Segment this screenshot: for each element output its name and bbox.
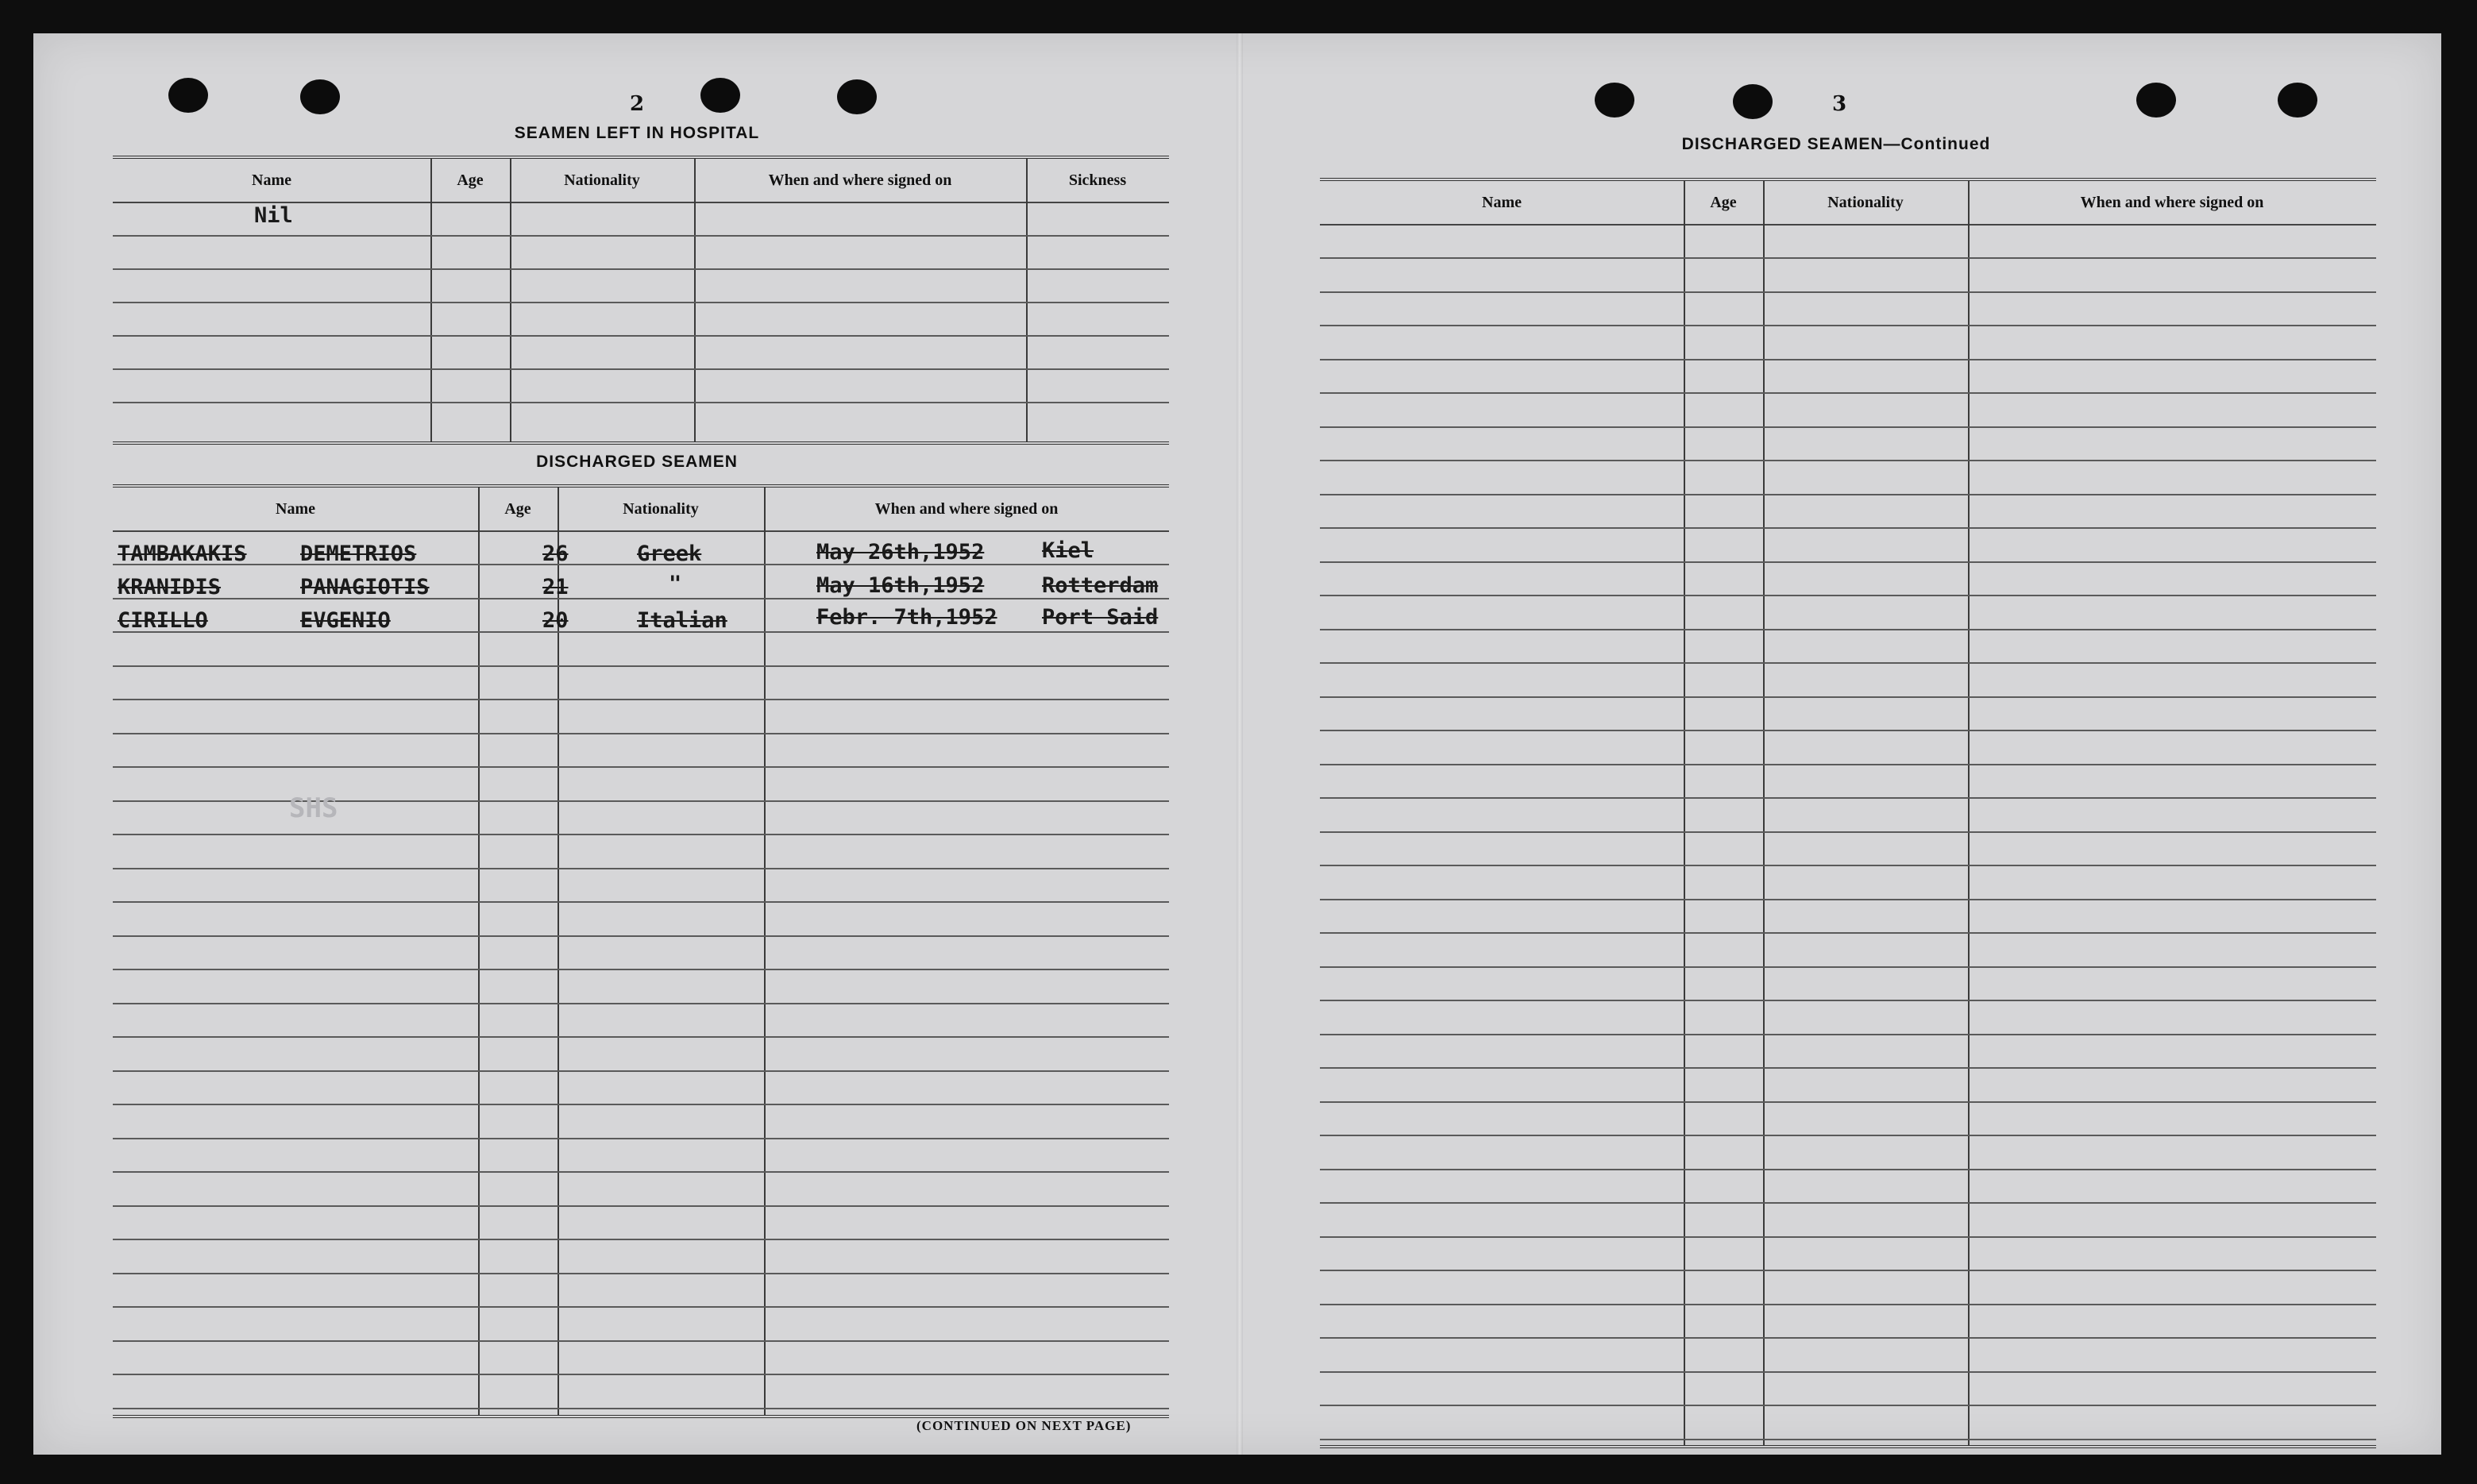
punch-hole: [300, 79, 340, 114]
row-rule: [113, 665, 1169, 667]
row-rule: [113, 868, 1169, 869]
hospital-table-header: [113, 159, 1169, 203]
column-divider: [1763, 181, 1765, 1445]
page-fold: [1237, 33, 1243, 1455]
row-rule: [113, 1070, 1169, 1072]
hospital-section-title: SEAMEN LEFT IN HOSPITAL: [514, 124, 760, 142]
column-header-nationality: Nationality: [564, 172, 640, 189]
punch-hole: [1733, 84, 1773, 119]
column-header-nationality: Nationality: [1827, 194, 1904, 211]
column-divider: [1968, 181, 1970, 1445]
column-header-age: Age: [457, 172, 484, 189]
seaman-given-name: DEMETRIOS: [300, 542, 417, 566]
row-rule: [113, 1104, 1169, 1105]
seaman-signed-date: May 16th,1952: [816, 573, 985, 598]
row-rule: [113, 969, 1169, 970]
row-rule: [1320, 1101, 2376, 1103]
row-rule: [1320, 1439, 2376, 1440]
page-number-right: 3: [1831, 92, 1847, 116]
seaman-age: 21: [542, 575, 569, 599]
row-rule: [1320, 527, 2376, 529]
row-rule: [113, 1036, 1169, 1038]
row-rule: [1320, 1236, 2376, 1238]
row-rule: [1320, 899, 2376, 900]
seaman-signed-place: Kiel: [1042, 538, 1094, 563]
column-divider: [1026, 159, 1028, 441]
row-rule: [113, 935, 1169, 937]
discharged-table: [113, 484, 1169, 1418]
seaman-nationality: Italian: [637, 608, 727, 633]
row-rule: [113, 268, 1169, 270]
row-rule: [113, 1273, 1169, 1274]
row-rule: [113, 302, 1169, 303]
row-rule: [113, 1171, 1169, 1173]
column-divider: [430, 159, 432, 441]
row-rule: [1320, 764, 2376, 765]
column-header-name: Name: [252, 172, 291, 189]
row-rule: [1320, 1270, 2376, 1271]
punch-hole: [837, 79, 877, 114]
row-rule: [1320, 865, 2376, 866]
row-rule: [1320, 426, 2376, 428]
continued-table-header: [1320, 181, 2376, 225]
row-rule: [1320, 257, 2376, 259]
row-rule: [1320, 696, 2376, 698]
punch-hole: [2136, 83, 2176, 118]
row-rule: [1320, 629, 2376, 630]
row-rule: [1320, 1067, 2376, 1069]
continued-section-title: DISCHARGED SEAMEN—Continued: [1681, 135, 1991, 153]
row-rule: [1320, 392, 2376, 394]
seaman-age: 26: [542, 542, 569, 566]
column-header-age: Age: [504, 500, 531, 518]
row-rule: [1320, 1202, 2376, 1204]
hospital-table: [113, 156, 1169, 445]
seaman-signed-date: Febr. 7th,1952: [816, 605, 997, 630]
row-rule: [113, 834, 1169, 835]
row-rule: [113, 368, 1169, 370]
row-rule: [113, 901, 1169, 903]
row-rule: [1320, 595, 2376, 596]
column-divider: [510, 159, 511, 441]
seaman-surname: KRANIDIS: [118, 575, 222, 599]
row-rule: [113, 1340, 1169, 1342]
hospital-entry-nil: Nil: [254, 203, 293, 228]
discharged-table-header: [113, 488, 1169, 532]
row-rule: [1320, 1371, 2376, 1373]
discharged-section-title: DISCHARGED SEAMEN: [536, 453, 738, 471]
column-header-age: Age: [1710, 194, 1737, 211]
page-number-left: 2: [629, 92, 645, 116]
row-rule: [1320, 730, 2376, 731]
row-rule: [1320, 831, 2376, 833]
seaman-nationality: Greek: [637, 542, 702, 566]
row-rule: [1320, 494, 2376, 495]
row-rule: [113, 235, 1169, 237]
column-divider: [478, 488, 480, 1415]
row-rule: [113, 766, 1169, 768]
seaman-signed-date: May 26th,1952: [816, 540, 985, 565]
row-rule: [113, 699, 1169, 700]
row-rule: [1320, 966, 2376, 968]
row-rule: [1320, 359, 2376, 360]
column-header-name: Name: [1482, 194, 1522, 211]
punch-hole: [2278, 83, 2317, 118]
row-rule: [1320, 325, 2376, 326]
punch-hole: [700, 78, 740, 113]
row-rule: [113, 1138, 1169, 1139]
row-rule: [113, 1239, 1169, 1240]
column-header-signed-on: When and where signed on: [768, 172, 952, 189]
row-rule: [113, 1306, 1169, 1308]
row-rule: [1320, 460, 2376, 461]
row-rule: [1320, 662, 2376, 664]
punch-hole: [168, 78, 208, 113]
column-header-sickness: Sickness: [1068, 172, 1127, 189]
row-rule: [1320, 932, 2376, 934]
row-rule: [1320, 291, 2376, 293]
column-header-signed-on: When and where signed on: [2080, 194, 2264, 211]
column-divider: [1684, 181, 1685, 1445]
seaman-signed-place: Port Said: [1042, 605, 1159, 630]
row-rule: [113, 1374, 1169, 1375]
row-rule: [1320, 1405, 2376, 1406]
row-rule: [1320, 1034, 2376, 1035]
punch-hole: [1595, 83, 1634, 118]
row-rule: [1320, 1337, 2376, 1339]
row-rule: [1320, 1000, 2376, 1001]
row-rule: [1320, 797, 2376, 799]
row-rule: [113, 800, 1169, 802]
seaman-signed-place: Rotterdam: [1042, 573, 1159, 598]
column-divider: [764, 488, 766, 1415]
row-rule: [113, 1408, 1169, 1409]
row-rule: [1320, 561, 2376, 563]
column-header-signed-on: When and where signed on: [874, 500, 1059, 518]
seaman-given-name: EVGENIO: [300, 608, 391, 633]
row-rule: [1320, 1169, 2376, 1170]
seaman-surname: CIRILLO: [118, 608, 208, 633]
row-rule: [113, 598, 1169, 599]
column-header-nationality: Nationality: [623, 500, 699, 518]
seaman-given-name: PANAGIOTIS: [300, 575, 430, 599]
seaman-age: 20: [542, 608, 569, 633]
row-rule: [113, 1003, 1169, 1004]
seaman-surname: TAMBAKAKIS: [118, 542, 247, 566]
row-rule: [113, 1205, 1169, 1207]
row-rule: [113, 402, 1169, 403]
column-header-name: Name: [276, 500, 315, 518]
column-divider: [694, 159, 696, 441]
row-rule: [1320, 1304, 2376, 1305]
document-sheet: [33, 33, 2441, 1455]
row-rule: [113, 733, 1169, 734]
continued-note: (CONTINUED ON NEXT PAGE): [916, 1418, 1132, 1433]
row-rule: [113, 335, 1169, 337]
row-rule: [1320, 1135, 2376, 1136]
faint-stamp: SHS: [289, 792, 338, 824]
seaman-nationality: ": [669, 572, 682, 596]
discharged-continued-table: [1320, 178, 2376, 1448]
